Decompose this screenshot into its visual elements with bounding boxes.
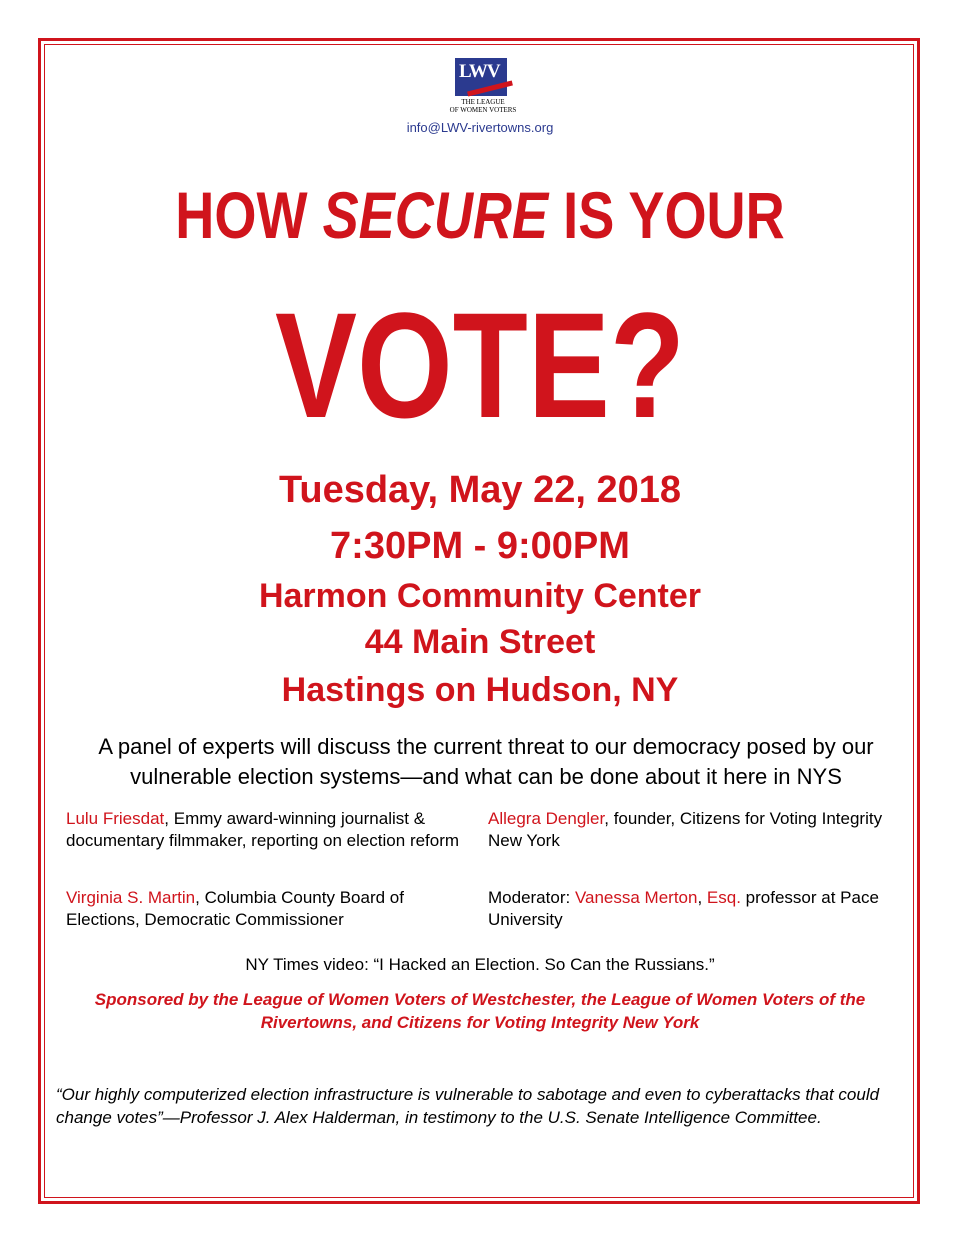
headline-post: IS YOUR — [548, 178, 785, 252]
panelist-desc: , founder, Citizens for Voting Integrity New York — [488, 809, 883, 850]
lwv-logo-caption — [447, 98, 519, 114]
lwv-logo-mark — [455, 58, 507, 96]
event-street: 44 Main Street — [364, 623, 596, 661]
headline — [86, 176, 873, 254]
moderator-title: Esq. — [706, 888, 741, 907]
headline-pre: HOW — [175, 178, 323, 252]
panelist-name: Virginia S. Martin — [66, 888, 196, 907]
panelist — [66, 887, 476, 931]
quote-text: “Our highly computerized election infrastructure is vulnerable to sabotage and even to cyberattacks that could change votes”—Professor J. Alex Halderman, in testimony to the U.S. Senate Intelligence Committee. — [56, 1085, 880, 1127]
headline-vote: VOTE? — [274, 281, 686, 449]
logo-caption-line2: OF WOMEN VOTERS — [449, 106, 517, 114]
event-time: 7:30PM - 9:00PM — [330, 525, 630, 567]
moderator-prefix: Moderator: — [488, 888, 575, 907]
lwv-logo-letters: LWV — [459, 61, 500, 82]
moderator — [488, 887, 898, 931]
panelist-desc: , Emmy award-winning journalist & documentary filmmaker, reporting on election reform — [66, 809, 460, 850]
logo-caption-line1: THE LEAGUE — [461, 98, 505, 106]
intro-text: A panel of experts will discuss the current threat to our democracy posed by our vulnerable election systems—and what can be done about it here in NYS — [98, 734, 874, 789]
event-date: Tuesday, May 22, 2018 — [278, 469, 682, 511]
video-reference: NY Times video: “I Hacked an Election. So Can the Russians.” — [245, 955, 715, 974]
event-city: Hastings on Hudson, NY — [281, 671, 679, 709]
panelist-desc: , Columbia County Board of Elections, Democratic Commissioner — [66, 888, 404, 929]
headline-emphasis: SECURE — [322, 178, 549, 252]
event-venue: Harmon Community Center — [258, 577, 702, 615]
sponsor-text: Sponsored by the League of Women Voters of Westchester, the League of Women Voters of the Rivertowns, and Citizens for Voting Integrity New York — [94, 990, 866, 1032]
panelist-name: Allegra Dengler — [488, 809, 605, 828]
moderator-name: Vanessa Merton — [574, 888, 698, 907]
panelist — [66, 808, 476, 852]
contact-email[interactable]: info@LWV-rivertowns.org — [406, 120, 554, 135]
panelist — [488, 808, 898, 852]
panelist-name: Lulu Friesdat — [66, 809, 165, 828]
moderator-desc: professor at Pace University — [488, 888, 879, 929]
lwv-logo — [447, 58, 519, 120]
moderator-sep: , — [697, 888, 707, 907]
